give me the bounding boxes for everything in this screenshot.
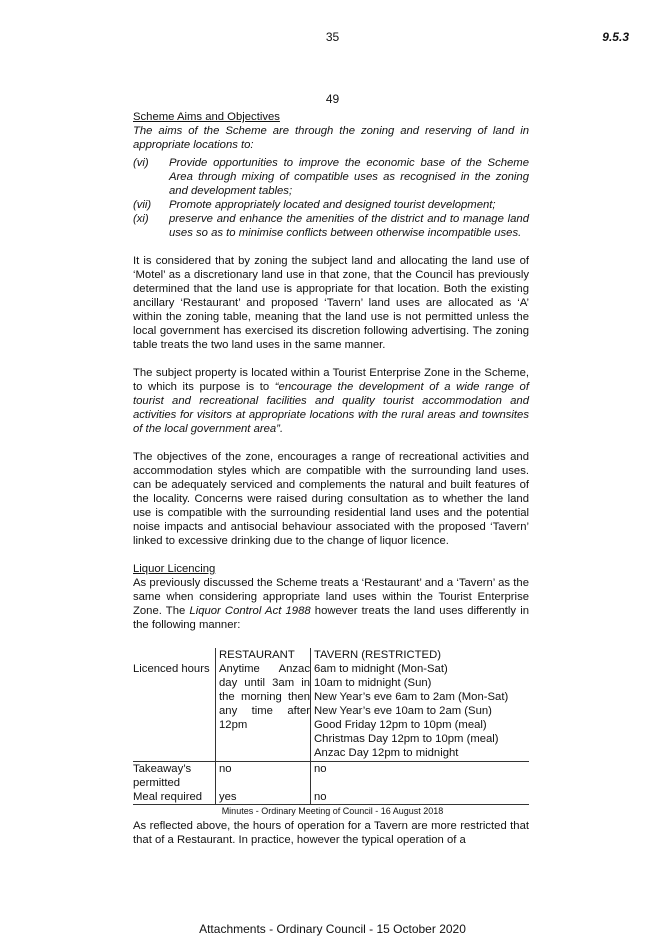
objective-item: [133, 198, 529, 212]
licence-comparison-table: [133, 648, 529, 805]
paragraph-closing: As reflected above, the hours of operation for a Tavern are more restricted that that of a Restaurant. In practice, however the typical operation of a: [133, 820, 529, 846]
inner-page-number: 49: [325, 92, 340, 106]
attachments-footer: Attachments - Ordinary Council - 15 October 2020: [199, 922, 466, 936]
objective-number: (vii): [133, 199, 152, 211]
tavern-hours-line: New Year’s eve 10am to 2am (Sun): [314, 705, 492, 717]
row-label: Licenced hours: [133, 662, 216, 762]
row-label: Meal required: [133, 790, 216, 805]
table-row-licenced-hours: [133, 662, 529, 762]
column-header-tavern: TAVERN (RESTRICTED): [314, 649, 441, 661]
paragraph-tourist-zone: [133, 366, 529, 436]
page-number: 35: [325, 30, 340, 44]
zone-purpose-quote: “encourage the development of a wide range of tourist and recreational facilities and quality tourist accommodation and activities for visitors at appropriate locations with the rural areas and townsites of the local government area”.: [133, 381, 529, 435]
table-header-row: [133, 648, 529, 662]
paragraph-zone-objectives: The objectives of the zone, encourages a range of recreational activities and accommodation styles which are compatible with the surrounding land uses. can be adequately serviced and complements the natural and built features of the locality. Concerns were raised during consultation as to whether the land use is compatible with the surrounding residential land uses and the potential noise impacts and antisocial behaviour associated with the proposed ‘Tavern’ linked to excessive drinking due to the change of liquor licence.: [133, 451, 529, 547]
takeaway-restaurant: no: [216, 762, 311, 791]
objective-number: (xi): [133, 213, 149, 225]
objective-text: Promote appropriately located and designed tourist development;: [169, 199, 496, 211]
tavern-hours-line: Christmas Day 12pm to 10pm (meal): [314, 733, 499, 745]
section-reference: 9.5.3: [602, 30, 629, 44]
paragraph-motel: It is considered that by zoning the subject land and allocating the land use of ‘Motel’ as a discretionary land use in that zone, that the Council has previously determined that the land use is appropriate for that location. Both the existing ancillary ‘Restaurant’ and proposed ‘Tavern’ land uses are allocated as ‘A’ within the zoning table, meaning that the land use is not permitted unless the local government has exercised its discretion following advertising. The zoning table treats the two land uses in the same manner.: [133, 255, 529, 351]
act-name: Liquor Control Act 1988: [189, 605, 311, 617]
table-row-takeaway: [133, 762, 529, 791]
liquor-heading: Liquor Licencing: [133, 563, 216, 575]
tavern-hours-line: New Year’s eve 6am to 2am (Mon-Sat): [314, 691, 509, 703]
objective-text: preserve and enhance the amenities of the district and to manage land uses so as to minimise conflicts between otherwise incompatible uses.: [169, 213, 529, 239]
meal-restaurant: yes: [216, 790, 311, 805]
meal-tavern: no: [311, 790, 530, 805]
tavern-hours-line: Anzac Day 12pm to midnight: [314, 747, 459, 759]
tavern-hours: [311, 662, 530, 762]
objective-item: [133, 212, 529, 240]
scheme-intro: The aims of the Scheme are through the zoning and reserving of land in appropriate locations to:: [133, 125, 529, 151]
paragraph-text: The subject property is located within a Tourist Enterprise Zone in the Scheme, to which its purpose is to: [133, 367, 529, 393]
table-row-meal: [133, 790, 529, 805]
tavern-hours-line: 6am to midnight (Mon-Sat): [314, 663, 448, 675]
document-body: [133, 110, 529, 847]
paragraph-text: however treats the land uses differently in the following manner:: [133, 605, 529, 631]
tavern-hours-line: 10am to midnight (Sun): [314, 677, 432, 689]
paragraph-text: As previously discussed the Scheme treats a ‘Restaurant’ and a ‘Tavern’ as the same when considering appropriate land uses within the Tourist Enterprise Zone. The: [133, 577, 529, 617]
minutes-footer: Minutes - Ordinary Meeting of Council - 16 August 2018: [221, 806, 444, 816]
objective-number: (vi): [133, 157, 149, 169]
scheme-heading: Scheme Aims and Objectives: [133, 111, 280, 123]
objective-item: [133, 156, 529, 198]
objective-text: Provide opportunities to improve the economic base of the Scheme Area through mixing of compatible uses as recognised in the zoning and development tables;: [169, 157, 529, 197]
column-header-restaurant: RESTAURANT: [216, 648, 311, 662]
row-label: Takeaway’s permitted: [133, 763, 192, 789]
takeaway-tavern: no: [314, 763, 327, 775]
tavern-hours-line: Good Friday 12pm to 10pm (meal): [314, 719, 487, 731]
table-cell: [133, 648, 216, 662]
restaurant-hours: Anytime Anzac day until 3am in the morning then any time after 12pm: [216, 662, 311, 762]
paragraph-liquor: [133, 576, 529, 632]
